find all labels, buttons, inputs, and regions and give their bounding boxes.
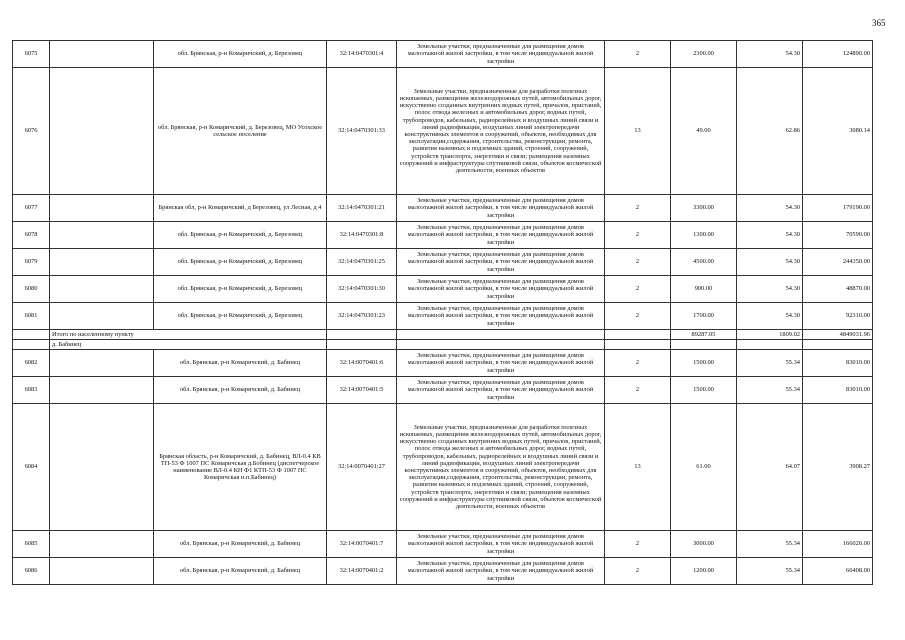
table-row bbox=[13, 249, 873, 276]
land-use-description: Земельные участки, предназначенные для размещения домов малоэтажной жилой застройки, в том числе индивидуальной жилой застройки bbox=[397, 303, 605, 330]
row-number: 6080 bbox=[13, 276, 50, 303]
cadastral-number: 32:14:0070401:5 bbox=[327, 377, 397, 404]
empty-cell bbox=[50, 41, 154, 68]
empty-cell bbox=[327, 340, 397, 350]
empty-cell bbox=[50, 303, 154, 330]
land-use-description: Земельные участки, предназначенные для размещения домов малоэтажной жилой застройки, в том числе индивидуальной жилой застройки bbox=[397, 377, 605, 404]
cadastral-value-cell: 70590.00 bbox=[803, 222, 873, 249]
table-row bbox=[13, 377, 873, 404]
locality-name: д. Бабинец bbox=[50, 340, 327, 350]
cadastral-number: 32:14:0470301:4 bbox=[327, 41, 397, 68]
cadastral-value-cell: 92310.00 bbox=[803, 303, 873, 330]
area-cell: 1700.00 bbox=[671, 303, 737, 330]
cadastral-value-cell: 3908.27 bbox=[803, 404, 873, 531]
empty-cell bbox=[397, 340, 605, 350]
cadastral-number: 32:14:0470301:30 bbox=[327, 276, 397, 303]
row-number: 6076 bbox=[13, 68, 50, 195]
row-number: 6083 bbox=[13, 377, 50, 404]
table-row bbox=[13, 41, 873, 68]
category-code: 2 bbox=[605, 531, 671, 558]
area-cell: 1500.00 bbox=[671, 350, 737, 377]
land-use-description: Земельные участки, предназначенные для размещения домов малоэтажной жилой застройки, в том числе индивидуальной жилой застройки bbox=[397, 41, 605, 68]
table-row bbox=[13, 68, 873, 195]
table-row bbox=[13, 303, 873, 330]
cadastral-value-cell: 83010.00 bbox=[803, 377, 873, 404]
table-row bbox=[13, 404, 873, 531]
category-code: 2 bbox=[605, 377, 671, 404]
land-use-description: Земельные участки, предназначенные для разработки полезных ископаемых, размещения железнодорожных путей, автомобильных дорог, искусственно созданных внутренних водных путей, причалов, пристаней, полос отвода железных и автомобильных дорог, водных путей, трубопроводов, кабельных, радиорелейных и воздушных линий связи и линий радиофикации, воздушных линий электропередачи конструктивных элементов и сооружений, объектов, необходимых для эксплуатации,содержания, строительства, реконструкции, ремонта, развития наземных и подземных зданий, строений, сооружений, устройств транспорта, энергетики и связи; размещения наземных сооружений и инфраструктуры спутниковой связи, объектов космической деятельности, военных объектов bbox=[397, 404, 605, 531]
empty-cell bbox=[50, 222, 154, 249]
cadastral-value-cell: 179190.00 bbox=[803, 195, 873, 222]
cadastral-number: 32:14:0470301:25 bbox=[327, 249, 397, 276]
area-cell: 900.00 bbox=[671, 276, 737, 303]
empty-cell bbox=[605, 340, 671, 350]
specific-value-cell: 55.34 bbox=[737, 531, 803, 558]
empty-cell bbox=[50, 68, 154, 195]
cadastral-number: 32:14:0070401:2 bbox=[327, 558, 397, 585]
address-cell: обл. Брянская, р-н Комаричский, д. Березовец bbox=[154, 249, 327, 276]
locality-total-row bbox=[13, 330, 873, 340]
table-row bbox=[13, 276, 873, 303]
specific-value-cell: 55.34 bbox=[737, 377, 803, 404]
land-use-description: Земельные участки, предназначенные для размещения домов малоэтажной жилой застройки, в том числе индивидуальной жилой застройки bbox=[397, 350, 605, 377]
land-use-description: Земельные участки, предназначенные для размещения домов малоэтажной жилой застройки, в том числе индивидуальной жилой застройки bbox=[397, 195, 605, 222]
address-cell: обл. Брянская, р-н Комаричский, д. Бабинец bbox=[154, 558, 327, 585]
row-number: 6085 bbox=[13, 531, 50, 558]
category-code: 2 bbox=[605, 222, 671, 249]
cadastral-number: 32:14:0070401:27 bbox=[327, 404, 397, 531]
empty-cell bbox=[50, 377, 154, 404]
category-code: 2 bbox=[605, 350, 671, 377]
address-cell: Брянская обл, р-н Комаричский, д Березовец, ул Лесная, д 4 bbox=[154, 195, 327, 222]
specific-value-cell: 54.30 bbox=[737, 303, 803, 330]
category-code: 13 bbox=[605, 68, 671, 195]
category-code: 2 bbox=[605, 303, 671, 330]
row-number: 6075 bbox=[13, 41, 50, 68]
address-cell: обл. Брянская, р-н Комаричский, д. Березовец bbox=[154, 303, 327, 330]
land-use-description: Земельные участки, предназначенные для размещения домов малоэтажной жилой застройки, в том числе индивидуальной жилой застройки bbox=[397, 531, 605, 558]
category-code: 2 bbox=[605, 41, 671, 68]
land-use-description: Земельные участки, предназначенные для размещения домов малоэтажной жилой застройки, в том числе индивидуальной жилой застройки bbox=[397, 249, 605, 276]
specific-value-cell: 55.34 bbox=[737, 350, 803, 377]
address-cell: обл. Брянская, р-н Комаричский, д. Бабинец bbox=[154, 377, 327, 404]
table-row bbox=[13, 350, 873, 377]
specific-value-cell: 64.07 bbox=[737, 404, 803, 531]
empty-cell bbox=[13, 330, 50, 340]
category-code: 2 bbox=[605, 249, 671, 276]
empty-cell bbox=[737, 340, 803, 350]
cadastral-value-cell: 83010.00 bbox=[803, 350, 873, 377]
cadastral-number: 32:14:0470301:23 bbox=[327, 303, 397, 330]
area-cell: 1500.00 bbox=[671, 377, 737, 404]
total-area: 89287.05 bbox=[671, 330, 737, 340]
empty-cell bbox=[605, 330, 671, 340]
area-cell: 49.00 bbox=[671, 68, 737, 195]
specific-value-cell: 62.86 bbox=[737, 68, 803, 195]
specific-value-cell: 54.30 bbox=[737, 249, 803, 276]
row-number: 6086 bbox=[13, 558, 50, 585]
table-row bbox=[13, 558, 873, 585]
row-number: 6079 bbox=[13, 249, 50, 276]
specific-value-cell: 54.30 bbox=[737, 195, 803, 222]
cadastral-number: 32:14:0470301:21 bbox=[327, 195, 397, 222]
address-cell: обл. Брянская, р-н Комаричский, д. Березовец bbox=[154, 41, 327, 68]
cadastral-number: 32:14:0470301:33 bbox=[327, 68, 397, 195]
table-body bbox=[13, 41, 873, 585]
table-row bbox=[13, 531, 873, 558]
land-use-description: Земельные участки, предназначенные для размещения домов малоэтажной жилой застройки, в том числе индивидуальной жилой застройки bbox=[397, 558, 605, 585]
cadastral-value-cell: 66408.00 bbox=[803, 558, 873, 585]
row-number: 6081 bbox=[13, 303, 50, 330]
area-cell: 1300.00 bbox=[671, 222, 737, 249]
area-cell: 1200.00 bbox=[671, 558, 737, 585]
empty-cell bbox=[13, 340, 50, 350]
cadastral-value-cell: 124890.00 bbox=[803, 41, 873, 68]
total-cadastral-value: 4849031.96 bbox=[803, 330, 873, 340]
empty-cell bbox=[50, 350, 154, 377]
row-number: 6078 bbox=[13, 222, 50, 249]
land-use-description: Земельные участки, предназначенные для размещения домов малоэтажной жилой застройки, в том числе индивидуальной жилой застройки bbox=[397, 222, 605, 249]
total-specific-value: 1809.02 bbox=[737, 330, 803, 340]
specific-value-cell: 54.30 bbox=[737, 276, 803, 303]
total-label: Итого по населенному пункту bbox=[50, 330, 327, 340]
row-number: 6077 bbox=[13, 195, 50, 222]
land-use-description: Земельные участки, предназначенные для разработки полезных ископаемых, размещения железнодорожных путей, автомобильных дорог, искусственно созданных внутренних водных путей, причалов, пристаней, полос отвода железных и автомобильных дорог, водных путей, трубопроводов, кабельных, радиорелейных и воздушных линий связи и линий радиофикации, воздушных линий электропередачи конструктивных элементов и сооружений, объектов, необходимых для эксплуатации,содержания, строительства, реконструкции, ремонта, развития наземных и подземных зданий, строений, сооружений, устройств транспорта, энергетики и связи; размещения наземных сооружений и инфраструктуры спутниковой связи, объектов космической деятельности, военных объектов bbox=[397, 68, 605, 195]
specific-value-cell: 54.30 bbox=[737, 41, 803, 68]
category-code: 2 bbox=[605, 276, 671, 303]
cadastral-value-cell: 166020.00 bbox=[803, 531, 873, 558]
empty-cell bbox=[803, 340, 873, 350]
page-number: 365 bbox=[872, 18, 886, 28]
empty-cell bbox=[327, 330, 397, 340]
empty-cell bbox=[50, 558, 154, 585]
empty-cell bbox=[50, 531, 154, 558]
specific-value-cell: 54.30 bbox=[737, 222, 803, 249]
cadastral-value-table bbox=[12, 40, 873, 585]
empty-cell bbox=[50, 249, 154, 276]
area-cell: 61.00 bbox=[671, 404, 737, 531]
cadastral-value-cell: 3080.14 bbox=[803, 68, 873, 195]
address-cell: обл. Брянская, р-н Комаричский, д. Березовец bbox=[154, 276, 327, 303]
address-cell: обл. Брянская, р-н Комаричский, д. Бабинец bbox=[154, 350, 327, 377]
area-cell: 2300.00 bbox=[671, 41, 737, 68]
empty-cell bbox=[397, 330, 605, 340]
area-cell: 3000.00 bbox=[671, 531, 737, 558]
empty-cell bbox=[671, 340, 737, 350]
empty-cell bbox=[50, 195, 154, 222]
table-row bbox=[13, 222, 873, 249]
land-use-description: Земельные участки, предназначенные для размещения домов малоэтажной жилой застройки, в том числе индивидуальной жилой застройки bbox=[397, 276, 605, 303]
empty-cell bbox=[50, 276, 154, 303]
area-cell: 4500.00 bbox=[671, 249, 737, 276]
locality-header-row bbox=[13, 340, 873, 350]
cadastral-value-cell: 48870.00 bbox=[803, 276, 873, 303]
row-number: 6084 bbox=[13, 404, 50, 531]
area-cell: 3300.00 bbox=[671, 195, 737, 222]
address-cell: обл. Брянская, р-н Комаричский, д. Березовец, МО Усохское сельское поселение bbox=[154, 68, 327, 195]
specific-value-cell: 55.34 bbox=[737, 558, 803, 585]
empty-cell bbox=[50, 404, 154, 531]
table-row bbox=[13, 195, 873, 222]
address-cell: Брянская область, р-н Комаричский, д. Бабинец, ВЛ-0.4 КВ ТП-53 Ф 1007 ПС Комаричская д.Бобинец (диспетчерское наименование ВЛ-0.4 КН Ф1 КТП-53 Ф 1007 ПС Комаричская н.п.Бабинец) bbox=[154, 404, 327, 531]
cadastral-value-cell: 244350.00 bbox=[803, 249, 873, 276]
cadastral-number: 32:14:0470301:8 bbox=[327, 222, 397, 249]
address-cell: обл. Брянская, р-н Комаричский, д. Березовец bbox=[154, 222, 327, 249]
cadastral-number: 32:14:0070401:6 bbox=[327, 350, 397, 377]
row-number: 6082 bbox=[13, 350, 50, 377]
category-code: 13 bbox=[605, 404, 671, 531]
category-code: 2 bbox=[605, 558, 671, 585]
address-cell: обл. Брянская, р-н Комаричский, д. Бабинец bbox=[154, 531, 327, 558]
cadastral-number: 32:14:0070401:7 bbox=[327, 531, 397, 558]
category-code: 2 bbox=[605, 195, 671, 222]
